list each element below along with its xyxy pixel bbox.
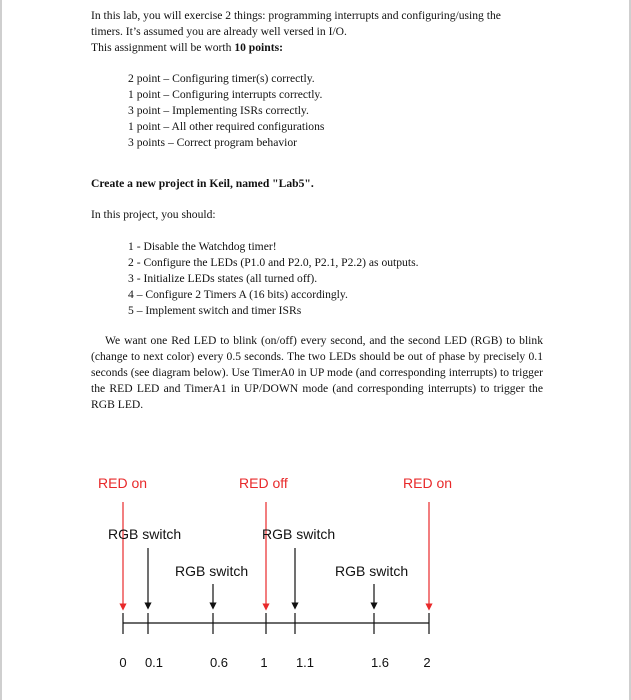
points-total: 10 points [234,41,280,54]
red-on-label-1: RED on [98,475,148,491]
description-paragraph: We want one Red LED to blink (on/off) every second, and the second LED (RGB) to blink (change to next color) every 0.5 seconds. The two LEDs should be out of phase by precisely 0.1 seconds (see diagram below). Use TimerA0 in UP mode (and corresponding interrupts) to trigger the RED LED and TimerA1 in UP/DOWN mode (and corresponding interrupts) to trigger the RGB LED. [91,334,543,411]
tick-label: 1 [260,655,268,670]
task-item: 4 – Configure 2 Timers A (16 bits) accordingly. [128,288,348,301]
task-item: 1 - Disable the Watchdog timer! [128,240,277,253]
points-list [128,71,324,151]
intro-line-3-suffix: : [279,41,283,54]
task-item: 3 - Initialize LEDs states (all turned off). [128,272,318,285]
tick-label: 1.6 [370,655,390,670]
task-list [128,239,418,319]
points-item: 2 point – Configuring timer(s) correctly. [128,72,315,85]
tick-label: 0 [119,655,127,670]
timing-diagram [0,460,631,700]
points-item: 3 points – Correct program behavior [128,136,298,149]
intro-line-3 [91,40,543,56]
rgb-switch-label-3: RGB switch [175,563,249,579]
points-item: 3 point – Implementing ISRs correctly. [128,104,309,117]
project-intro: In this project, you should: [91,208,216,221]
tick-label: 1.1 [295,655,315,670]
points-item: 1 point – Configuring interrupts correctly. [128,88,323,101]
red-on-label-2: RED on [403,475,453,491]
rgb-switch-label-4: RGB switch [335,563,409,579]
rgb-switch-label-1: RGB switch [108,526,182,542]
points-item: 1 point – All other required configurations [128,120,325,133]
intro-line-2: timers. It’s assumed you are already well versed in I/O. [91,25,347,38]
task-item: 5 – Implement switch and timer ISRs [128,304,302,317]
tick-label: 0.6 [209,655,229,670]
tick-label: 0.1 [144,655,164,670]
intro-paragraph [91,8,543,56]
task-item: 2 - Configure the LEDs (P1.0 and P2.0, P2.1, P2.2) as outputs. [128,256,419,269]
red-off-label: RED off [239,475,288,491]
intro-line-3-prefix: This assignment will be worth [91,41,235,54]
rgb-switch-label-2: RGB switch [262,526,336,542]
tick-label: 2 [423,655,431,670]
create-project-heading: Create a new project in Keil, named "Lab5". [91,177,314,190]
intro-line-1: In this lab, you will exercise 2 things: programming interrupts and configuring/using the [91,9,501,22]
